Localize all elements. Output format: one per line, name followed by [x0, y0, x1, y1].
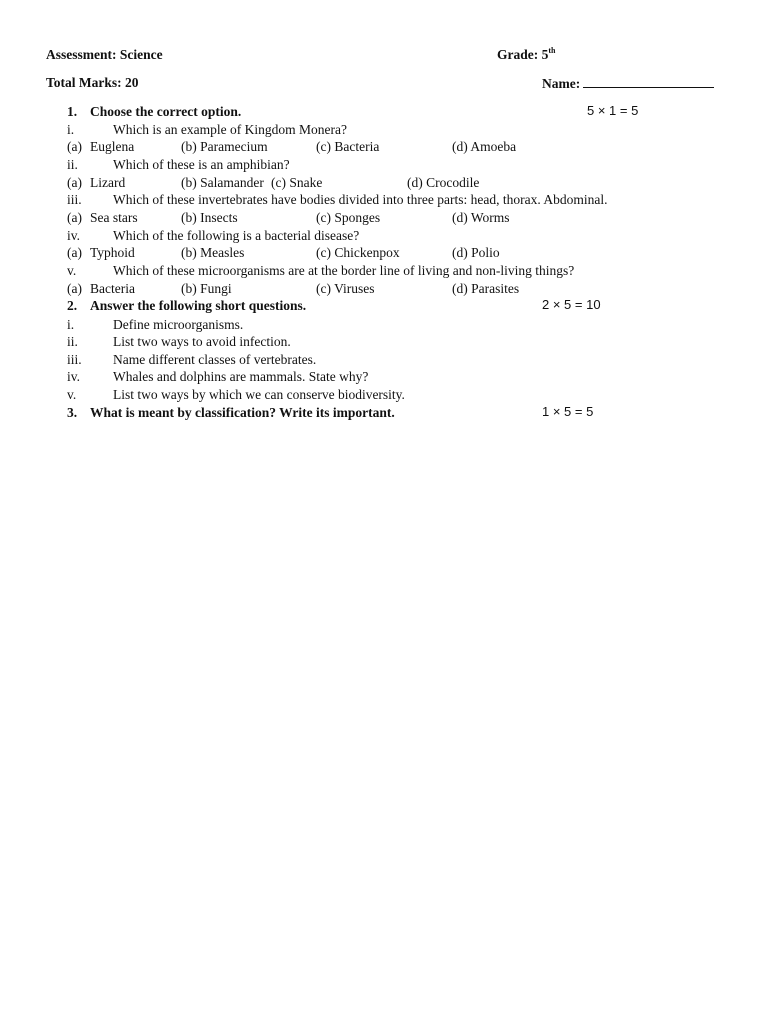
option-a-label: (a): [67, 139, 82, 154]
q2-item-text: List two ways to avoid infection.: [113, 334, 291, 349]
name-blank-line: [583, 76, 714, 88]
q1-marks: 5 × 1 = 5: [587, 103, 639, 118]
grade-suffix: th: [548, 46, 556, 55]
q3-number: 3.: [67, 405, 78, 420]
q1-item-question: Which of these is an amphibian?: [113, 157, 290, 172]
q2-item-text: Define microorganisms.: [113, 317, 244, 332]
q2-item-text: Name different classes of vertebrates.: [113, 352, 317, 367]
grade-label: [497, 48, 556, 62]
option-d: (d) Crocodile: [407, 175, 480, 190]
q2-item-text: List two ways by which we can conserve biodiversity.: [113, 387, 405, 402]
option-a-label: (a): [67, 245, 82, 260]
option-a: Lizard: [90, 175, 126, 190]
option-a-label: (a): [67, 281, 82, 296]
q2-marks: 2 × 5 = 10: [542, 297, 601, 312]
q1-item-question: Which of these microorganisms are at the border line of living and non-living things?: [113, 263, 575, 278]
q3-title: What is meant by classification? Write its important.: [90, 405, 395, 420]
option-a-label: (a): [67, 210, 82, 225]
option-b: (b) Paramecium: [181, 139, 268, 154]
q3-marks: 1 × 5 = 5: [542, 404, 594, 419]
option-c: (c) Bacteria: [316, 139, 380, 154]
q1-item-number: iii.: [67, 192, 82, 207]
assessment-title: Assessment: Science: [46, 47, 163, 62]
option-d: (d) Amoeba: [452, 139, 517, 154]
q1-item-number: i.: [67, 122, 75, 137]
q2-item-number: i.: [67, 317, 75, 332]
q2-item-number: ii.: [67, 334, 78, 349]
q1-title: Choose the correct option.: [90, 104, 242, 119]
option-d: (d) Polio: [452, 245, 500, 260]
total-marks: Total Marks: 20: [46, 75, 139, 90]
name-field: [542, 76, 714, 91]
q1-item-number: iv.: [67, 228, 80, 243]
option-a: Euglena: [90, 139, 135, 154]
q2-item-number: iii.: [67, 352, 82, 367]
option-c: (c) Chickenpox: [316, 245, 400, 260]
option-a: Typhoid: [90, 245, 135, 260]
q2-item-text: Whales and dolphins are mammals. State why?: [113, 369, 369, 384]
name-label: Name:: [542, 76, 581, 91]
q1-number: 1.: [67, 104, 78, 119]
q1-item-number: v.: [67, 263, 77, 278]
q2-number: 2.: [67, 298, 78, 313]
option-b: (b) Measles: [181, 245, 245, 260]
q2-item-number: v.: [67, 387, 77, 402]
grade-text: Grade: 5: [497, 47, 549, 62]
option-b: (b) Fungi: [181, 281, 232, 296]
q1-item-question: Which of these invertebrates have bodies divided into three parts: head, thorax. Abdominal.: [113, 192, 608, 207]
option-c: (c) Snake: [271, 175, 323, 190]
q2-item-number: iv.: [67, 369, 80, 384]
q2-title: Answer the following short questions.: [90, 298, 307, 313]
q1-item-question: Which is an example of Kingdom Monera?: [113, 122, 347, 137]
option-c: (c) Sponges: [316, 210, 381, 225]
option-a: Sea stars: [90, 210, 138, 225]
option-b: (b) Insects: [181, 210, 238, 225]
option-b: (b) Salamander: [181, 175, 264, 190]
q1-item-question: Which of the following is a bacterial disease?: [113, 228, 360, 243]
option-d: (d) Parasites: [452, 281, 520, 296]
option-d: (d) Worms: [452, 210, 510, 225]
option-a-label: (a): [67, 175, 82, 190]
option-c: (c) Viruses: [316, 281, 375, 296]
option-a: Bacteria: [90, 281, 135, 296]
q1-item-number: ii.: [67, 157, 78, 172]
